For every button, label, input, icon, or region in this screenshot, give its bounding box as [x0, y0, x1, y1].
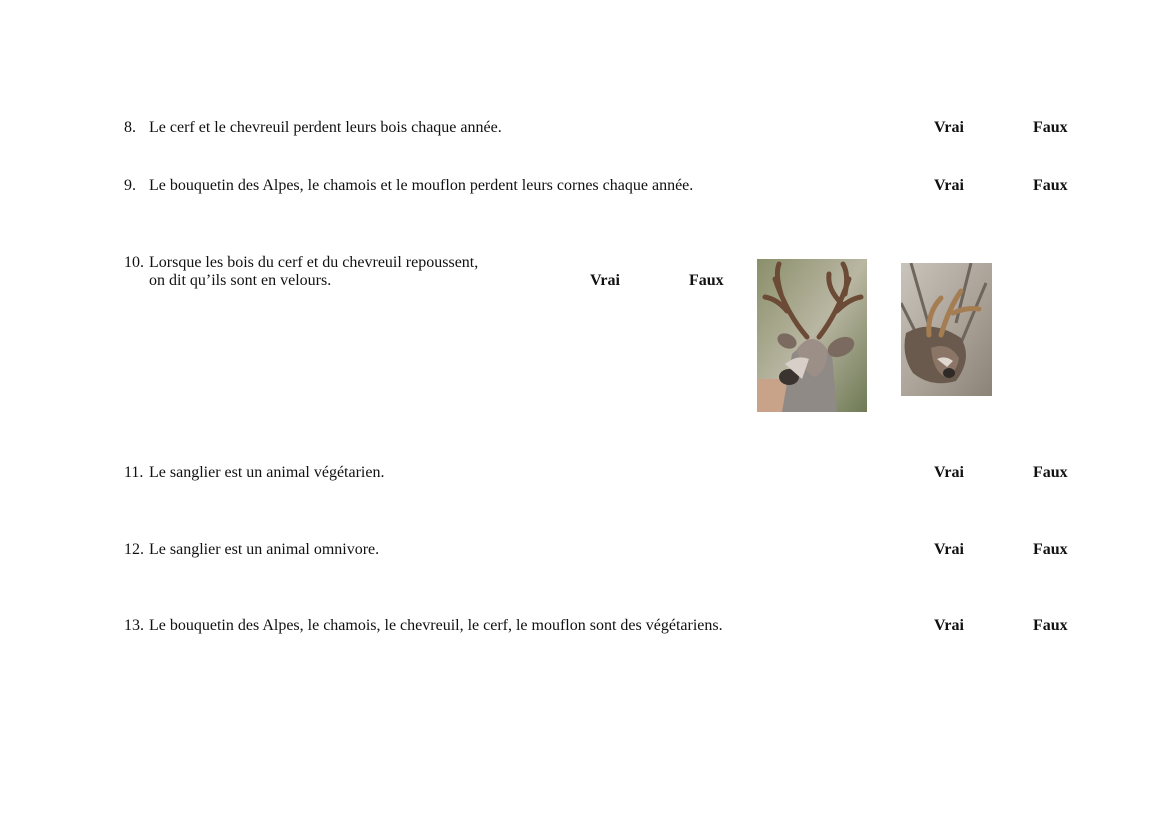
question-number: 12. [124, 541, 144, 558]
answer-faux[interactable]: Faux [1033, 541, 1068, 558]
deer-velvet-antlers-photo [757, 259, 867, 412]
answer-faux[interactable]: Faux [689, 272, 724, 289]
question-number: 10. [124, 254, 144, 271]
question-number: 9. [124, 177, 136, 194]
answer-vrai[interactable]: Vrai [934, 177, 964, 194]
answer-vrai[interactable]: Vrai [934, 541, 964, 558]
question-text: Le sanglier est un animal végétarien. [149, 464, 385, 481]
answer-faux[interactable]: Faux [1033, 177, 1068, 194]
question-number: 11. [124, 464, 144, 481]
question-text: Le sanglier est un animal omnivore. [149, 541, 380, 558]
question-number: 8. [124, 119, 136, 136]
question-text: Le bouquetin des Alpes, le chamois et le mouflon perdent leurs cornes chaque année. [149, 177, 694, 194]
question-text: Lorsque les bois du cerf et du chevreuil repoussent, [149, 254, 479, 271]
question-number: 13. [124, 617, 144, 634]
question-text-line-2: on dit qu’ils sont en velours. [149, 272, 332, 289]
answer-vrai[interactable]: Vrai [934, 119, 964, 136]
answer-vrai[interactable]: Vrai [590, 272, 620, 289]
answer-vrai[interactable]: Vrai [934, 464, 964, 481]
answer-vrai[interactable]: Vrai [934, 617, 964, 634]
roe-deer-velvet-antlers-photo [901, 263, 992, 396]
question-text: Le bouquetin des Alpes, le chamois, le chevreuil, le cerf, le mouflon sont des végétariens. [149, 617, 723, 634]
answer-faux[interactable]: Faux [1033, 464, 1068, 481]
answer-faux[interactable]: Faux [1033, 119, 1068, 136]
answer-faux[interactable]: Faux [1033, 617, 1068, 634]
question-text: Le cerf et le chevreuil perdent leurs bois chaque année. [149, 119, 502, 136]
